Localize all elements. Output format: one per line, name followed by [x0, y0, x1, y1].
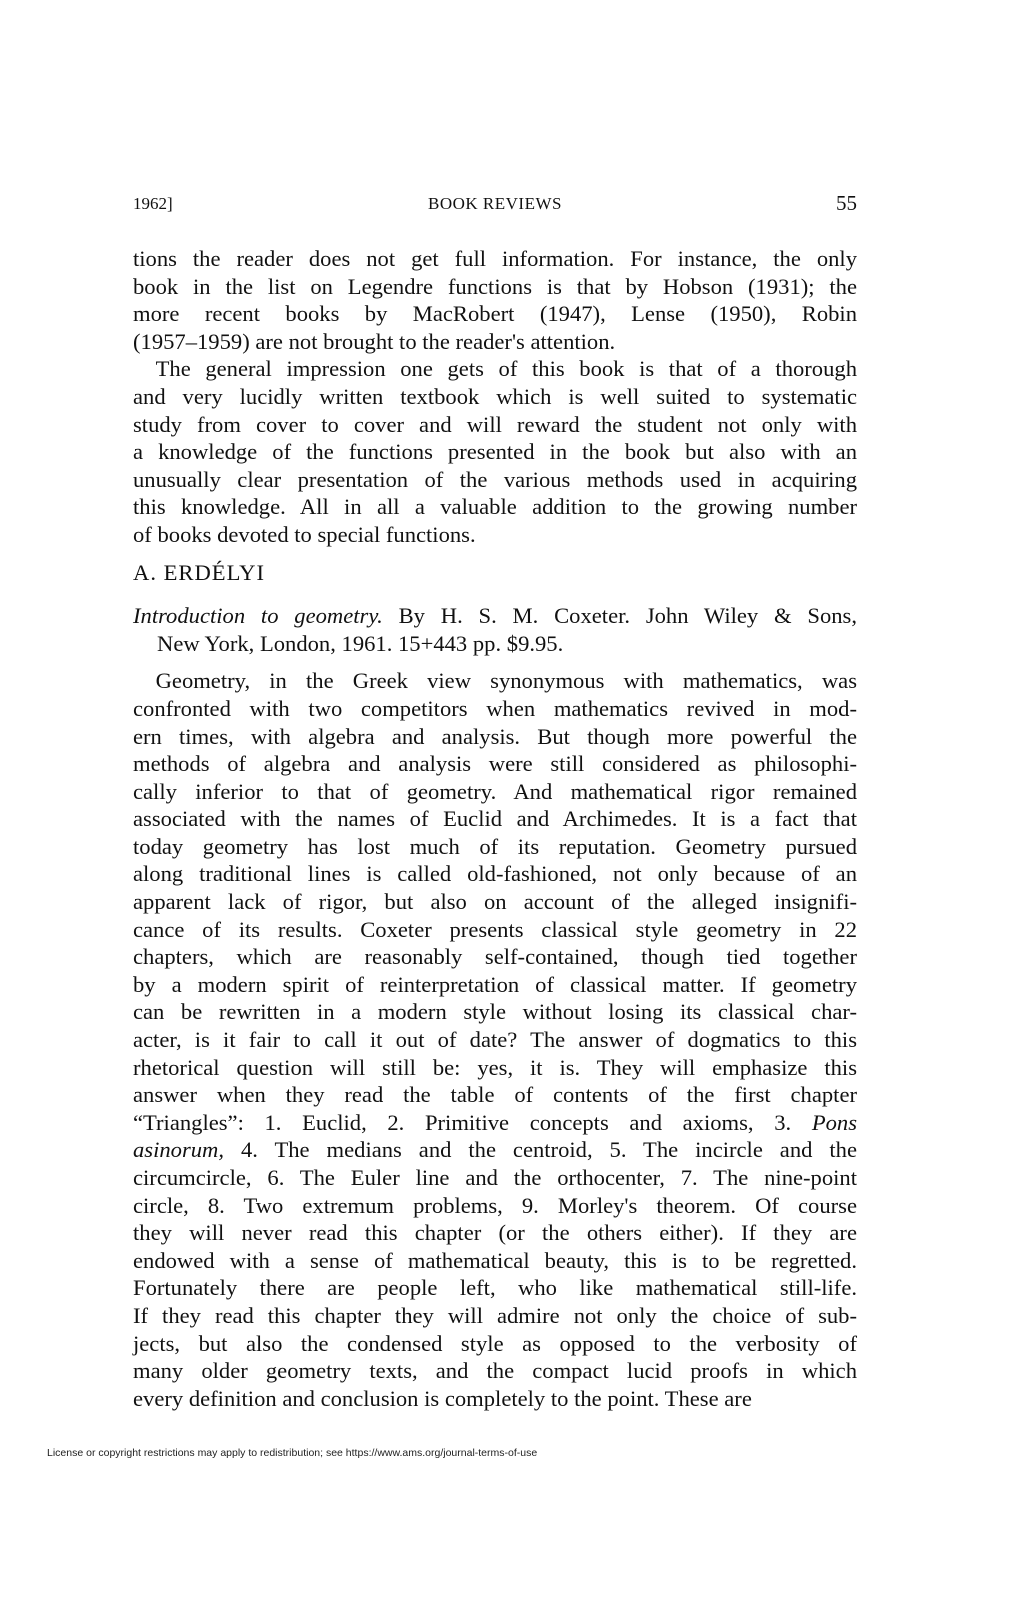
text-run: By H. S. M. Coxeter. John Wiley & Sons,	[382, 603, 857, 629]
text-line: can be rewritten in a modern style without losing its classical char-	[133, 999, 857, 1025]
text-line: cally inferior to that of geometry. And mathematical rigor remained	[133, 778, 857, 804]
text-line: by a modern spirit of reinterpretation of classical matter. If geometry	[133, 971, 857, 997]
text-line: A. ERDÉLYI	[133, 559, 265, 585]
text-line: endowed with a sense of mathematical beauty, this is to be regretted.	[133, 1247, 857, 1273]
text-line: unusually clear presentation of the various methods used in acquiring	[133, 466, 857, 492]
body-text	[133, 245, 857, 1412]
text-line: of books devoted to special functions.	[133, 521, 476, 547]
text-line: this knowledge. All in all a valuable addition to the growing number	[133, 494, 857, 520]
text-line	[133, 1109, 857, 1137]
text-line: (1957–1959) are not brought to the reader's attention.	[133, 328, 616, 354]
text-line: book in the list on Legendre functions is that by Hobson (1931); the	[133, 273, 857, 299]
text-line: cance of its results. Coxeter presents classical style geometry in 22	[133, 916, 857, 942]
text-line: many older geometry texts, and the compact lucid proofs in which	[133, 1358, 857, 1384]
book-citation	[133, 602, 857, 657]
text-line: ern times, with algebra and analysis. But though more powerful the	[133, 723, 857, 749]
reviewer-signature	[133, 559, 857, 587]
text-line: methods of algebra and analysis were still considered as philosophi-	[133, 751, 857, 777]
text-line: study from cover to cover and will reward the student not only with	[133, 411, 857, 437]
text-line: circle, 8. Two extremum problems, 9. Morley's theorem. Of course	[133, 1192, 857, 1218]
text-line: chapters, which are reasonably self-contained, though tied together	[133, 944, 857, 970]
text-line: a knowledge of the functions presented in the book but also with an	[133, 439, 857, 465]
text-line	[133, 1136, 857, 1164]
page-number: 55	[836, 191, 857, 215]
text-run: 4. The medians and the centroid, 5. The incircle and the	[224, 1137, 857, 1163]
text-line: jects, but also the condensed style as opposed to the verbosity of	[133, 1330, 857, 1356]
text-line: associated with the names of Euclid and Archimedes. It is a fact that	[133, 806, 857, 832]
text-line: If they read this chapter they will admire not only the choice of sub-	[133, 1302, 857, 1328]
italic-text: Introduction to geometry.	[133, 603, 383, 629]
text-line: acter, is it fair to call it out of date? The answer of dogmatics to this	[133, 1027, 857, 1053]
text-line	[133, 602, 857, 630]
running-head-title: BOOK REVIEWS	[428, 194, 562, 213]
text-line: every definition and conclusion is completely to the point. These are	[133, 1385, 752, 1411]
text-line: today geometry has lost much of its reputation. Geometry pursued	[133, 833, 857, 859]
paragraph	[133, 245, 857, 355]
text-line: circumcircle, 6. The Euler line and the orthocenter, 7. The nine-point	[133, 1165, 857, 1190]
text-line: The general impression one gets of this book is that of a thorough	[133, 356, 857, 382]
text-line: tions the reader does not get full information. For instance, the only	[133, 246, 857, 271]
text-line: more recent books by MacRobert (1947), Lense (1950), Robin	[133, 301, 857, 327]
text-line: and very lucidly written textbook which is well suited to systematic	[133, 383, 857, 409]
text-line: apparent lack of rigor, but also on account of the alleged insignifi-	[133, 889, 857, 915]
italic-text: asinorum,	[133, 1137, 225, 1163]
italic-text: Pons	[811, 1109, 857, 1135]
text-line: Geometry, in the Greek view synonymous with mathematics, was	[133, 668, 857, 694]
text-run: “Triangles”: 1. Euclid, 2. Primitive concepts and axioms, 3.	[133, 1109, 812, 1135]
paragraph	[133, 355, 857, 548]
text-line: rhetorical question will still be: yes, it is. They will emphasize this	[133, 1054, 857, 1080]
license-footer: License or copyright restrictions may apply to redistribution; see https://www.ams.org/journal-terms-of-use	[47, 1447, 538, 1459]
text-line: they will never read this chapter (or the others either). If they are	[133, 1220, 857, 1246]
running-head-year: 1962]	[133, 194, 173, 213]
text-line: answer when they read the table of contents of the first chapter	[133, 1082, 857, 1108]
text-line: New York, London, 1961. 15+443 pp. $9.95.	[157, 630, 564, 656]
text-line: Fortunately there are people left, who like mathematical still-life.	[133, 1275, 857, 1301]
paragraph	[133, 667, 857, 1412]
text-line: confronted with two competitors when mathematics revived in mod-	[133, 695, 857, 721]
text-line: along traditional lines is called old-fashioned, not only because of an	[133, 861, 857, 887]
